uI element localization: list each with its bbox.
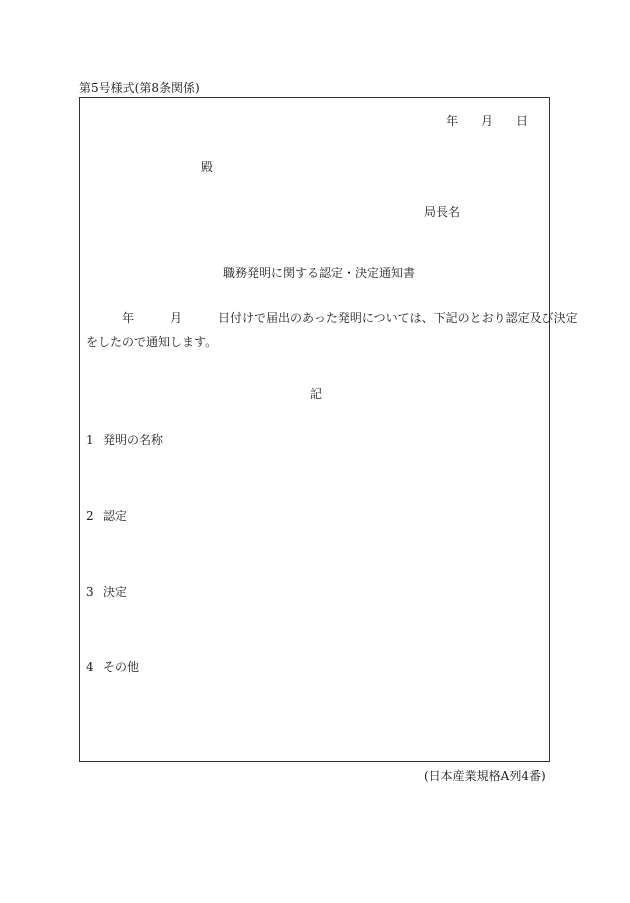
form-number-label: 第5号様式(第8条関係): [79, 81, 200, 95]
list-item: [86, 507, 127, 524]
document-title: 職務発明に関する認定・決定通知書: [223, 266, 416, 280]
list-item: [86, 431, 163, 448]
date-month-label: 月: [481, 114, 494, 128]
date-line: [446, 112, 528, 129]
item-label: 認定: [103, 509, 128, 523]
item-number: 4: [86, 660, 94, 674]
body-month-label: 月: [170, 311, 183, 325]
body-text-line-1: [86, 309, 578, 326]
item-number: 3: [86, 585, 94, 599]
ki-heading: 記: [310, 387, 323, 401]
body-text-line-2: をしたので通知します。: [86, 335, 218, 349]
issuer-name: 局長名: [424, 205, 461, 219]
item-label: 発明の名称: [103, 433, 164, 447]
item-number: 1: [86, 433, 94, 447]
addressee-suffix: 殿: [201, 160, 214, 174]
body-year-label: 年: [122, 311, 135, 325]
paper-size-footnote: (日本産業規格A列4番): [424, 769, 546, 783]
body-line1-text: 日付けで届出のあった発明については、下記のとおり認定及び決定: [218, 311, 578, 325]
date-year-label: 年: [446, 114, 459, 128]
list-item: [86, 583, 127, 600]
item-label: その他: [103, 660, 140, 674]
list-item: [86, 658, 139, 675]
item-number: 2: [86, 509, 94, 523]
item-label: 決定: [103, 585, 128, 599]
date-day-label: 日: [516, 114, 529, 128]
form-frame: [79, 97, 550, 762]
